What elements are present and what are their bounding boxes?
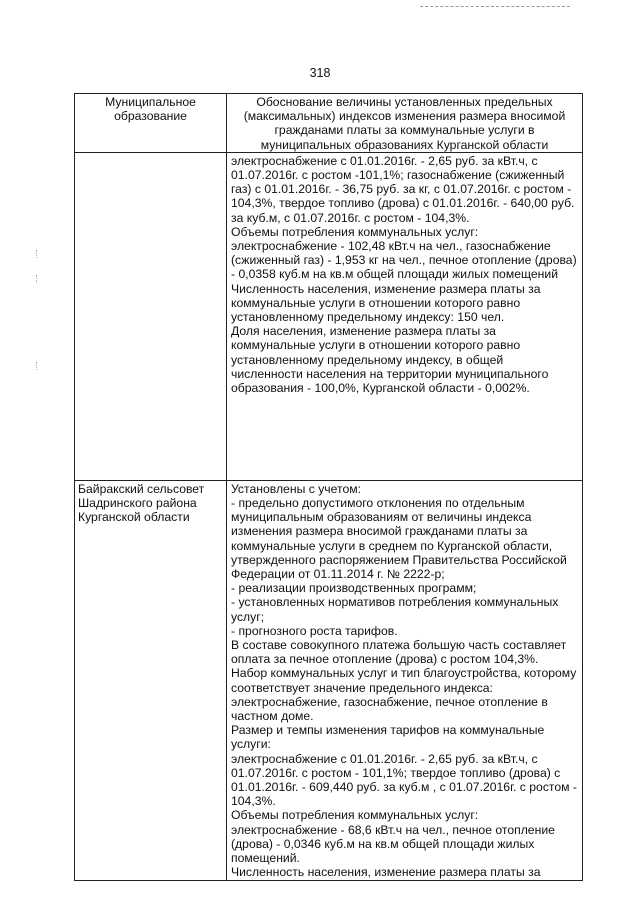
table-row	[75, 480, 583, 880]
scan-margin-mark	[36, 362, 38, 370]
justification-cell	[227, 152, 583, 480]
scan-margin-mark	[36, 275, 38, 283]
paragraph: - прогнозного роста тарифов.	[231, 623, 398, 638]
scan-edge-mark	[420, 6, 570, 8]
table-row	[75, 152, 583, 480]
paragraph: Установлены с учетом:	[231, 481, 361, 496]
scan-margin-mark	[36, 250, 38, 258]
paragraph: - предельно допустимого отклонения по отдельным муниципальным образованиям от величины индекса изменения размера вносимой гражданами платы за коммунальные услуги в среднем по Курганской области, утвержденного распоряжением Правительства Российской Федерации от 01.11.2014 г. № 2222-р;	[231, 496, 567, 582]
paragraph: Объемы потребления коммунальных услуг:	[231, 224, 479, 239]
paragraph: Доля населения, изменение размера платы за коммунальные услуги в отношении которого равно установленному предельному индексу, в общей численности населения на территории муниципального образования - 100,0%, Курганской области - 0,002%.	[231, 324, 549, 396]
table-header-row	[75, 94, 583, 153]
tariff-justification-table	[74, 93, 583, 881]
municipality-cell: Байракский сельсовет Шадринского района Курганской области	[75, 480, 227, 880]
municipality-cell-empty	[75, 152, 227, 480]
page-number: 318	[309, 66, 331, 80]
paragraph: - установленных нормативов потребления коммунальных услуг;	[231, 595, 559, 624]
justification-cell	[227, 480, 583, 880]
paragraph: Набор коммунальных услуг и тип благоустройства, которому соответствует значение предельного индекса: электроснабжение, газоснабжение, печное отопление в частном доме.	[231, 666, 577, 724]
paragraph: Численность населения, изменение размера платы за коммунальные услуги в отношении которого равно установленному предельному индексу: 150 чел.	[231, 281, 541, 325]
paragraph: электроснабжение - 68,6 кВт.ч на чел., печное отопление (дрова) - 0,0346 куб.м на кв.м общей площади жилых помещений.	[231, 822, 555, 866]
header-municipality: Муниципальное образование	[75, 94, 227, 153]
header-justification: Обоснование величины установленных предельных (максимальных) индексов изменения размера вносимой гражданами платы за коммунальные услуги в муниципальных образованиях Курганской области	[227, 94, 583, 153]
paragraph: электроснабжение - 102,48 кВт.ч на чел., газоснабжение (сжиженный газ) - 1,953 кг на чел., печное отопление (дрова) - 0,0358 куб.м на кв.м общей площади жилых помещений	[231, 239, 577, 282]
paragraph: Численность населения, изменение размера платы за	[231, 865, 541, 880]
paragraph: электроснабжение с 01.01.2016г. - 2,65 руб. за кВт.ч, с 01.07.2016г. с ростом -101,1%; газоснабжение (сжиженный газ) с 01.01.2016г. - 36,75 руб. за кг, с 01.07.2016г. с ростом - 104,3%, твердое топливо (дрова) с 01.01.2016г. - 640,00 руб. за куб.м, с 01.07.2016г. с ростом - 104,3%.	[231, 153, 575, 225]
paragraph: Объемы потребления коммунальных услуг:	[231, 808, 479, 823]
paragraph: электроснабжение с 01.01.2016г. - 2,65 руб. за кВт.ч, с 01.07.2016г. с ростом - 101,1%; твердое топливо (дрова) с 01.01.2016г. - 609,440 руб. за куб.м , с 01.07.2016г. с ростом - 104,3%.	[231, 751, 577, 809]
paragraph: В составе совокупного платежа большую часть составляет оплата за печное отопление (дрова) с ростом 104,3%.	[231, 638, 567, 667]
paragraph: - реализации производственных программ;	[231, 581, 477, 596]
paragraph: Размер и темпы изменения тарифов на коммунальные услуги:	[231, 723, 545, 752]
